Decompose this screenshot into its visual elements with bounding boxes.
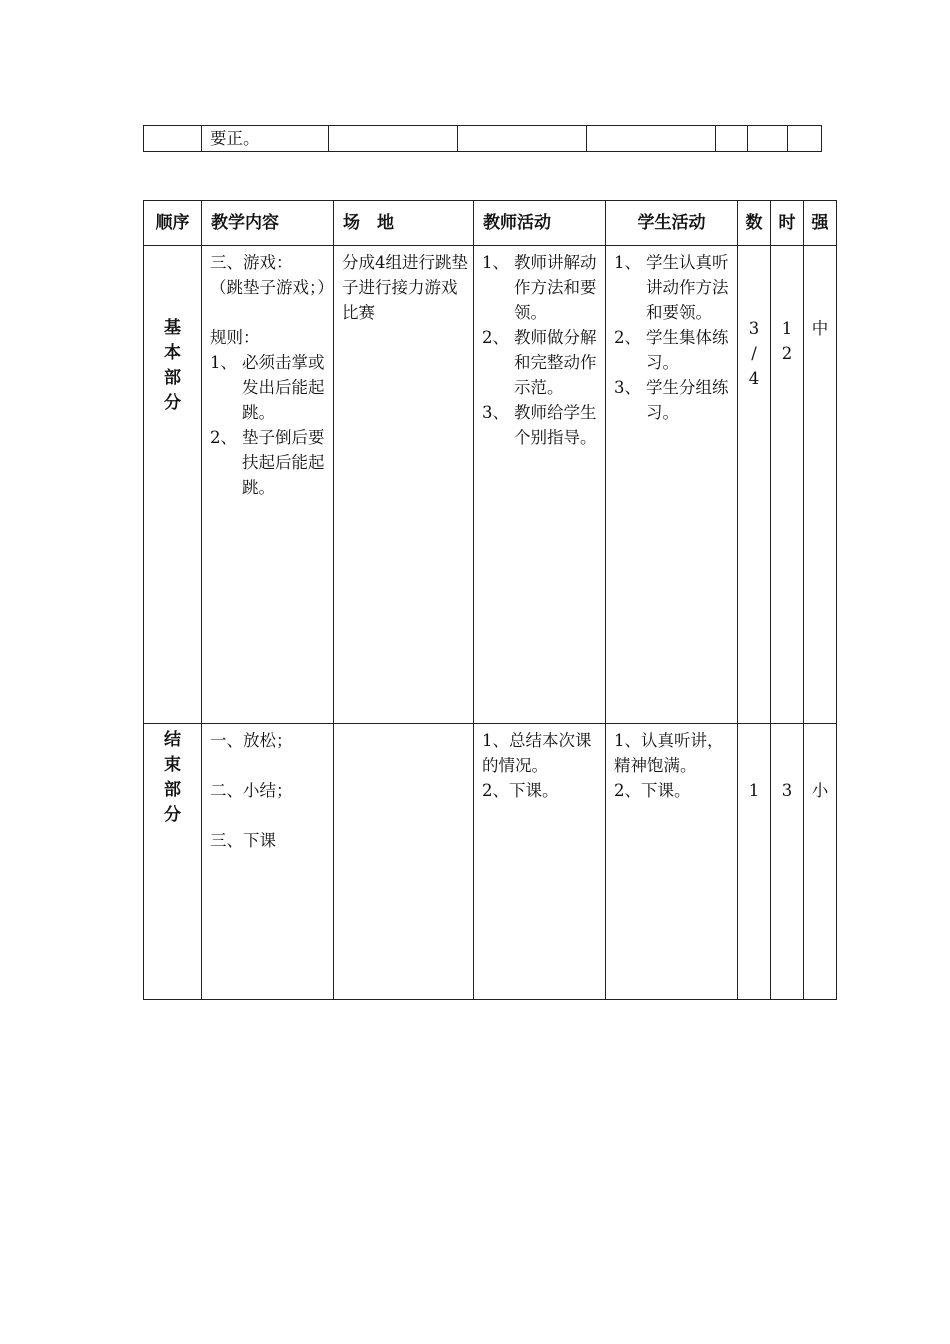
content-cell [202, 246, 334, 724]
table-row [144, 126, 822, 152]
intensity-value: 中 [811, 319, 829, 338]
teacher-activity-cell [474, 246, 606, 724]
content-line: 三、游戏： [210, 253, 293, 272]
content-cell [202, 724, 334, 1000]
empty-cell [716, 126, 748, 152]
rules-title: 规则： [210, 328, 260, 347]
list-item: 2、下课。 [482, 781, 559, 800]
list-item: 2、 教师做分解和完整动作示范。 [482, 328, 597, 397]
header-venue: 场 地 [334, 201, 474, 246]
venue-text [334, 724, 473, 728]
header-student-activity: 学生活动 [606, 201, 738, 246]
student-activity-cell [606, 724, 738, 1000]
intensity-value: 小 [811, 781, 829, 800]
content-line: （跳垫子游戏；） [210, 278, 334, 297]
teacher-activity-cell [474, 724, 606, 1000]
label-char: 结 [164, 730, 181, 750]
list-item: 1、 教师讲解动作方法和要领。 [482, 253, 597, 322]
empty-cell [458, 126, 587, 152]
venue-cell [334, 246, 474, 724]
list-item: 1、总结本次课的情况。 [482, 731, 592, 775]
empty-cell [329, 126, 458, 152]
header-content: 教学内容 [202, 201, 334, 246]
label-char: 分 [164, 805, 181, 825]
label-char: 分 [164, 393, 181, 413]
intensity-cell [804, 724, 837, 1000]
content-cell: 要正。 [202, 126, 329, 152]
table-row-end-part [144, 724, 837, 1000]
rules-list [210, 350, 329, 500]
teacher-activity-list [482, 250, 601, 450]
empty-cell [788, 126, 822, 152]
count-cell [738, 724, 771, 1000]
header-order: 顺序 [144, 201, 202, 246]
intensity-cell [804, 246, 837, 724]
student-activity-cell [606, 246, 738, 724]
empty-cell [144, 126, 202, 152]
label-char: 束 [164, 755, 181, 775]
time-char: 1 [781, 319, 793, 338]
section-label-basic [144, 246, 202, 724]
venue-cell [334, 724, 474, 1000]
student-activity-list [614, 250, 733, 425]
count-char: / [751, 344, 757, 363]
header-time: 时 [771, 201, 804, 246]
list-item: 3、 教师给学生个别指导。 [482, 403, 597, 447]
count-value: 1 [748, 781, 760, 800]
label-char: 部 [164, 368, 181, 388]
empty-cell [748, 126, 788, 152]
lesson-plan-table [143, 200, 837, 1000]
previous-table-fragment [143, 125, 822, 152]
list-item: 1、 学生认真听讲动作方法和要领。 [614, 253, 729, 322]
list-item: 1、 必须击掌或发出后能起跳。 [210, 353, 325, 422]
header-teacher-activity: 教师活动 [474, 201, 606, 246]
content-line: 三、下课 [210, 831, 276, 850]
time-cell [771, 724, 804, 1000]
time-cell [771, 246, 804, 724]
empty-cell [587, 126, 716, 152]
list-item: 3、 学生分组练习。 [614, 378, 729, 422]
header-intensity: 强 [804, 201, 837, 246]
label-char: 基 [164, 318, 181, 338]
section-label-end [144, 724, 202, 1000]
table-row-basic-part [144, 246, 837, 724]
list-item: 1、认真听讲，精神饱满。 [614, 731, 724, 775]
time-value: 3 [781, 781, 793, 800]
count-char: 3 [748, 319, 760, 338]
header-count: 数 [738, 201, 771, 246]
content-line: 二、小结； [210, 781, 293, 800]
content-line: 一、放松； [210, 731, 293, 750]
table-header-row [144, 201, 837, 246]
venue-text: 分成4组进行跳垫子进行接力游戏比赛 [342, 253, 468, 322]
list-item: 2、 学生集体练习。 [614, 328, 729, 372]
label-char: 本 [164, 343, 181, 363]
label-char: 部 [164, 780, 181, 800]
time-char: 2 [781, 344, 793, 363]
list-item: 2、 垫子倒后要扶起后能起跳。 [210, 428, 325, 497]
list-item: 2、下课。 [614, 781, 691, 800]
count-cell [738, 246, 771, 724]
count-char: 4 [748, 369, 760, 388]
